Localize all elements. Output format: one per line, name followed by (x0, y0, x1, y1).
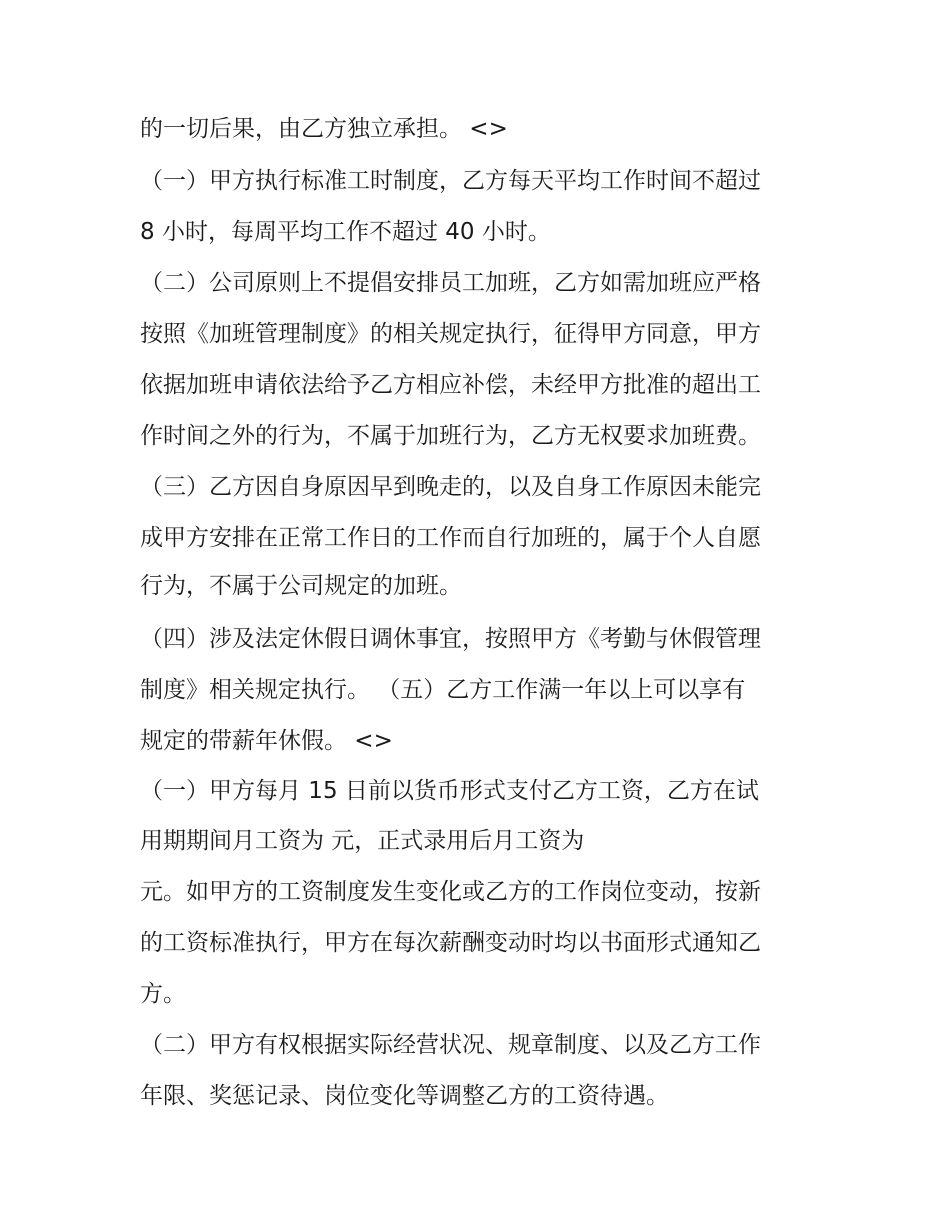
text-line: （二）公司原则上不提倡安排员工加班，乙方如需加班应严格 (140, 270, 761, 296)
text-line: 行为，不属于公司规定的加班。 (140, 573, 462, 599)
text-line: 成甲方安排在正常工作日的工作而自行加班的，属于个人自愿 (140, 525, 761, 551)
text-line: 制度》相关规定执行。 （五）乙方工作满一年以上可以享有 (140, 677, 746, 703)
text-line: （一）甲方每月 15 日前以货币形式支付乙方工资，乙方在试 (140, 778, 759, 804)
text-line: 元。如甲方的工资制度发生变化或乙方的工作岗位变动，按新 (140, 879, 761, 905)
text-line: 按照《加班管理制度》的相关规定执行，征得甲方同意，甲方 (140, 321, 761, 347)
text-line: 依据加班申请依法给予乙方相应补偿，未经甲方批准的超出工 (140, 372, 761, 398)
text-line: 8 小时，每周平均工作不超过 40 小时。 (140, 219, 551, 245)
text-line: （一）甲方执行标准工时制度，乙方每天平均工作时间不超过 (140, 168, 761, 194)
text-line: 规定的带薪年休假。 <> (140, 728, 393, 754)
text-line: 年限、奖惩记录、岗位变化等调整乙方的工资待遇。 (140, 1083, 669, 1109)
text-line: 的工资标准执行，甲方在每次薪酬变动时均以书面形式通知乙 (140, 930, 761, 956)
text-line: 用期期间月工资为 元，正式录用后月工资为 (140, 828, 585, 854)
text-line: （二）甲方有权根据实际经营状况、规章制度、以及乙方工作 (140, 1032, 761, 1058)
text-line: 的一切后果，由乙方独立承担。 <> (140, 116, 508, 142)
text-line: 作时间之外的行为，不属于加班行为，乙方无权要求加班费。 (140, 423, 761, 449)
text-line: 方。 (140, 981, 186, 1007)
text-line: （三）乙方因自身原因早到晚走的，以及自身工作原因未能完 (140, 474, 761, 500)
text-line: （四）涉及法定休假日调休事宜，按照甲方《考勤与休假管理 (140, 626, 761, 652)
